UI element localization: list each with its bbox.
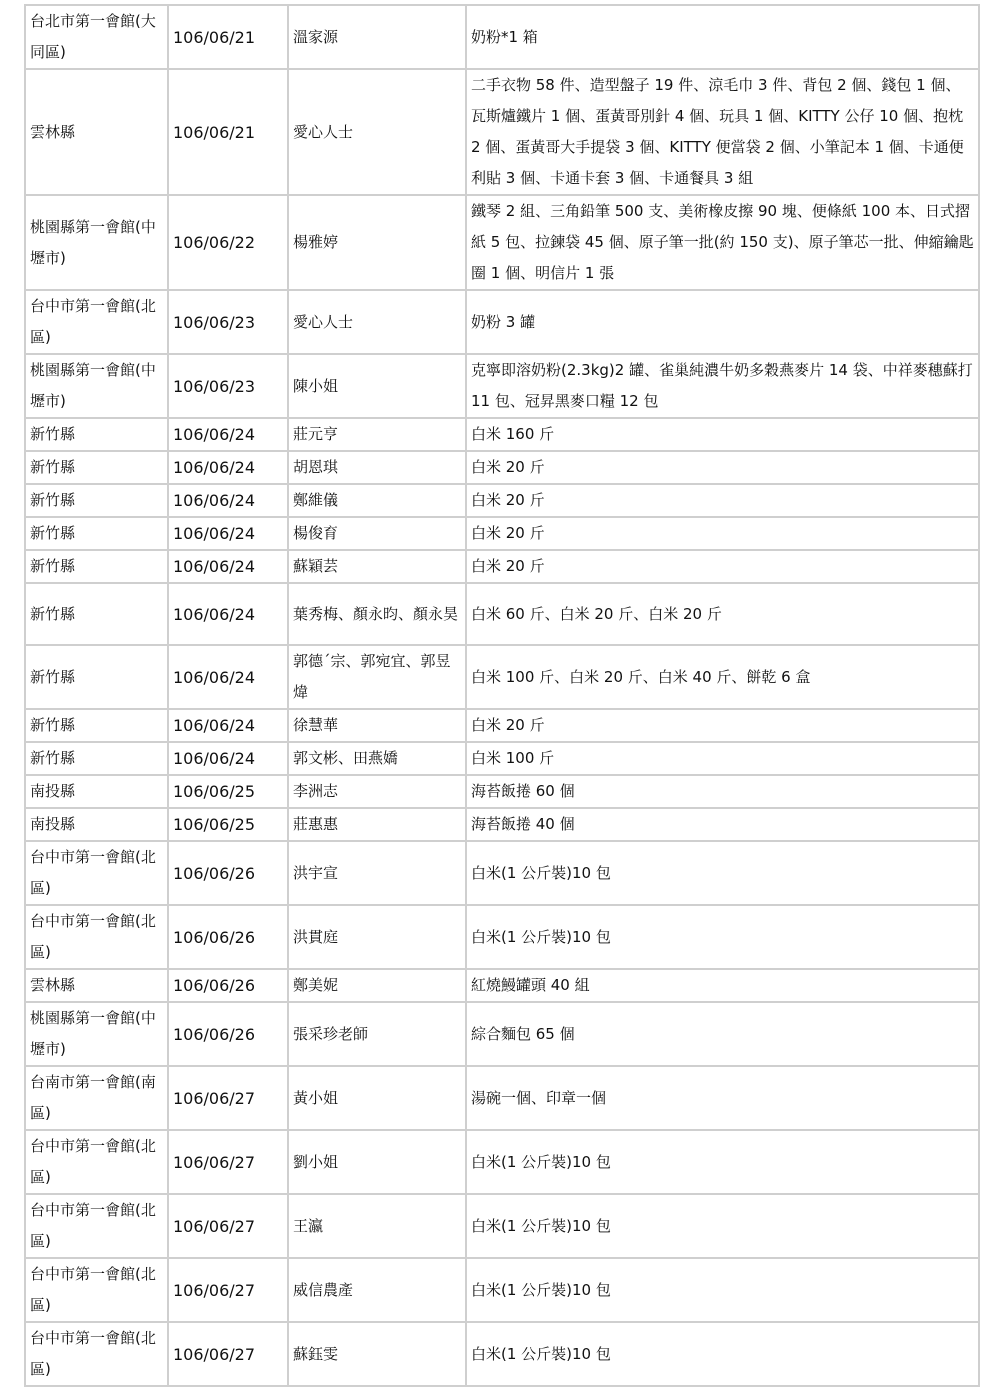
location-cell: 桃園縣第一會館(中壢市) [25, 354, 168, 418]
date-cell: 106/06/25 [168, 808, 288, 841]
donor-cell: 葉秀梅、顏永昀、顏永昊 [288, 583, 466, 645]
table-row [25, 550, 979, 583]
date-cell: 106/06/26 [168, 841, 288, 905]
table-row [25, 775, 979, 808]
items-cell: 綜合麵包 65 個 [466, 1002, 979, 1066]
donor-cell: 黃小姐 [288, 1066, 466, 1130]
donor-cell: 徐慧華 [288, 709, 466, 742]
donor-cell: 鄭美妮 [288, 969, 466, 1002]
location-cell: 南投縣 [25, 775, 168, 808]
donor-cell: 洪貫庭 [288, 905, 466, 969]
date-cell: 106/06/27 [168, 1194, 288, 1258]
date-cell: 106/06/21 [168, 69, 288, 195]
items-cell: 白米(1 公斤裝)10 包 [466, 1194, 979, 1258]
location-cell: 台北市第一會館(大同區) [25, 5, 168, 69]
donor-cell: 張采珍老師 [288, 1002, 466, 1066]
location-cell: 新竹縣 [25, 709, 168, 742]
table-row [25, 841, 979, 905]
location-cell: 桃園縣第一會館(中壢市) [25, 1002, 168, 1066]
date-cell: 106/06/21 [168, 5, 288, 69]
date-cell: 106/06/27 [168, 1130, 288, 1194]
items-cell: 白米(1 公斤裝)10 包 [466, 905, 979, 969]
location-cell: 台中市第一會館(北區) [25, 1322, 168, 1386]
date-cell: 106/06/24 [168, 418, 288, 451]
items-cell: 白米(1 公斤裝)10 包 [466, 1130, 979, 1194]
date-cell: 106/06/22 [168, 195, 288, 290]
donor-cell: 胡恩琪 [288, 451, 466, 484]
donor-cell: 威信農產 [288, 1258, 466, 1322]
date-cell: 106/06/26 [168, 1002, 288, 1066]
location-cell: 台中市第一會館(北區) [25, 290, 168, 354]
donor-cell: 洪宇宣 [288, 841, 466, 905]
donor-cell: 楊俊育 [288, 517, 466, 550]
table-row [25, 354, 979, 418]
donor-cell: 蘇穎芸 [288, 550, 466, 583]
table-row [25, 5, 979, 69]
date-cell: 106/06/24 [168, 709, 288, 742]
items-cell: 白米 20 斤 [466, 550, 979, 583]
date-cell: 106/06/23 [168, 354, 288, 418]
donation-table-body [25, 5, 979, 1386]
items-cell: 白米 20 斤 [466, 709, 979, 742]
donor-cell: 鄭維儀 [288, 484, 466, 517]
location-cell: 台中市第一會館(北區) [25, 841, 168, 905]
donor-cell: 莊元亨 [288, 418, 466, 451]
items-cell: 白米 20 斤 [466, 517, 979, 550]
donation-table [24, 4, 980, 1387]
location-cell: 新竹縣 [25, 742, 168, 775]
items-cell: 海苔飯捲 60 個 [466, 775, 979, 808]
location-cell: 台中市第一會館(北區) [25, 1258, 168, 1322]
donor-cell: 郭文彬、田燕嬌 [288, 742, 466, 775]
date-cell: 106/06/27 [168, 1258, 288, 1322]
items-cell: 海苔飯捲 40 個 [466, 808, 979, 841]
table-row [25, 290, 979, 354]
items-cell: 白米 100 斤 [466, 742, 979, 775]
date-cell: 106/06/24 [168, 451, 288, 484]
date-cell: 106/06/24 [168, 583, 288, 645]
table-row [25, 1066, 979, 1130]
items-cell: 白米 60 斤、白米 20 斤、白米 20 斤 [466, 583, 979, 645]
table-row [25, 1322, 979, 1386]
donor-cell: 楊雅婷 [288, 195, 466, 290]
date-cell: 106/06/25 [168, 775, 288, 808]
table-row [25, 742, 979, 775]
items-cell: 白米(1 公斤裝)10 包 [466, 1322, 979, 1386]
location-cell: 雲林縣 [25, 969, 168, 1002]
location-cell: 新竹縣 [25, 583, 168, 645]
items-cell: 紅燒鰻罐頭 40 組 [466, 969, 979, 1002]
donor-cell: 溫家源 [288, 5, 466, 69]
items-cell: 克寧即溶奶粉(2.3kg)2 罐、雀巢純濃牛奶多穀燕麥片 14 袋、中祥麥穗蘇打 11 包、冠昇黑麥口糧 12 包 [466, 354, 979, 418]
items-cell: 白米 20 斤 [466, 484, 979, 517]
location-cell: 台南市第一會館(南區) [25, 1066, 168, 1130]
donor-cell: 王瀛 [288, 1194, 466, 1258]
date-cell: 106/06/24 [168, 550, 288, 583]
table-row [25, 1002, 979, 1066]
date-cell: 106/06/24 [168, 645, 288, 709]
donor-cell: 陳小姐 [288, 354, 466, 418]
donor-cell: 蘇鈺雯 [288, 1322, 466, 1386]
location-cell: 南投縣 [25, 808, 168, 841]
table-row [25, 69, 979, 195]
table-row [25, 583, 979, 645]
table-row [25, 709, 979, 742]
location-cell: 台中市第一會館(北區) [25, 905, 168, 969]
table-row [25, 905, 979, 969]
donor-cell: 愛心人士 [288, 69, 466, 195]
date-cell: 106/06/24 [168, 484, 288, 517]
location-cell: 新竹縣 [25, 418, 168, 451]
items-cell: 白米 100 斤、白米 20 斤、白米 40 斤、餅乾 6 盒 [466, 645, 979, 709]
date-cell: 106/06/26 [168, 905, 288, 969]
location-cell: 新竹縣 [25, 645, 168, 709]
table-row [25, 969, 979, 1002]
location-cell: 新竹縣 [25, 517, 168, 550]
date-cell: 106/06/24 [168, 517, 288, 550]
items-cell: 奶粉*1 箱 [466, 5, 979, 69]
table-row [25, 645, 979, 709]
location-cell: 新竹縣 [25, 451, 168, 484]
date-cell: 106/06/27 [168, 1066, 288, 1130]
items-cell: 二手衣物 58 件、造型盤子 19 件、涼毛巾 3 件、背包 2 個、錢包 1 個、瓦斯爐鐵片 1 個、蛋黃哥別針 4 個、玩具 1 個、KITTY 公仔 10 個、抱枕 2 個、蛋黃哥大手提袋 3 個、KITTY 便當袋 2 個、小筆記本 1 個、卡通便利貼 3 個、卡通卡套 3 個、卡通餐具 3 組 [466, 69, 979, 195]
table-row [25, 1130, 979, 1194]
table-row [25, 1258, 979, 1322]
items-cell: 白米 20 斤 [466, 451, 979, 484]
location-cell: 雲林縣 [25, 69, 168, 195]
date-cell: 106/06/26 [168, 969, 288, 1002]
donor-cell: 李洲志 [288, 775, 466, 808]
location-cell: 台中市第一會館(北區) [25, 1194, 168, 1258]
date-cell: 106/06/24 [168, 742, 288, 775]
items-cell: 白米(1 公斤裝)10 包 [466, 841, 979, 905]
table-row [25, 195, 979, 290]
location-cell: 台中市第一會館(北區) [25, 1130, 168, 1194]
items-cell: 奶粉 3 罐 [466, 290, 979, 354]
donor-cell: 郭德ˊ宗、郭宛宜、郭昱煒 [288, 645, 466, 709]
table-row [25, 517, 979, 550]
table-row [25, 451, 979, 484]
table-row [25, 808, 979, 841]
items-cell: 白米 160 斤 [466, 418, 979, 451]
items-cell: 白米(1 公斤裝)10 包 [466, 1258, 979, 1322]
items-cell: 鐵琴 2 組、三角鉛筆 500 支、美術橡皮擦 90 塊、便條紙 100 本、日式摺紙 5 包、拉鍊袋 45 個、原子筆一批(約 150 支)、原子筆芯一批、伸縮鑰匙圈 1 個、明信片 1 張 [466, 195, 979, 290]
table-row [25, 418, 979, 451]
location-cell: 新竹縣 [25, 550, 168, 583]
donor-cell: 愛心人士 [288, 290, 466, 354]
location-cell: 桃園縣第一會館(中壢市) [25, 195, 168, 290]
items-cell: 湯碗一個、印章一個 [466, 1066, 979, 1130]
table-row [25, 484, 979, 517]
donor-cell: 莊惠惠 [288, 808, 466, 841]
donor-cell: 劉小姐 [288, 1130, 466, 1194]
table-row [25, 1194, 979, 1258]
location-cell: 新竹縣 [25, 484, 168, 517]
date-cell: 106/06/23 [168, 290, 288, 354]
date-cell: 106/06/27 [168, 1322, 288, 1386]
